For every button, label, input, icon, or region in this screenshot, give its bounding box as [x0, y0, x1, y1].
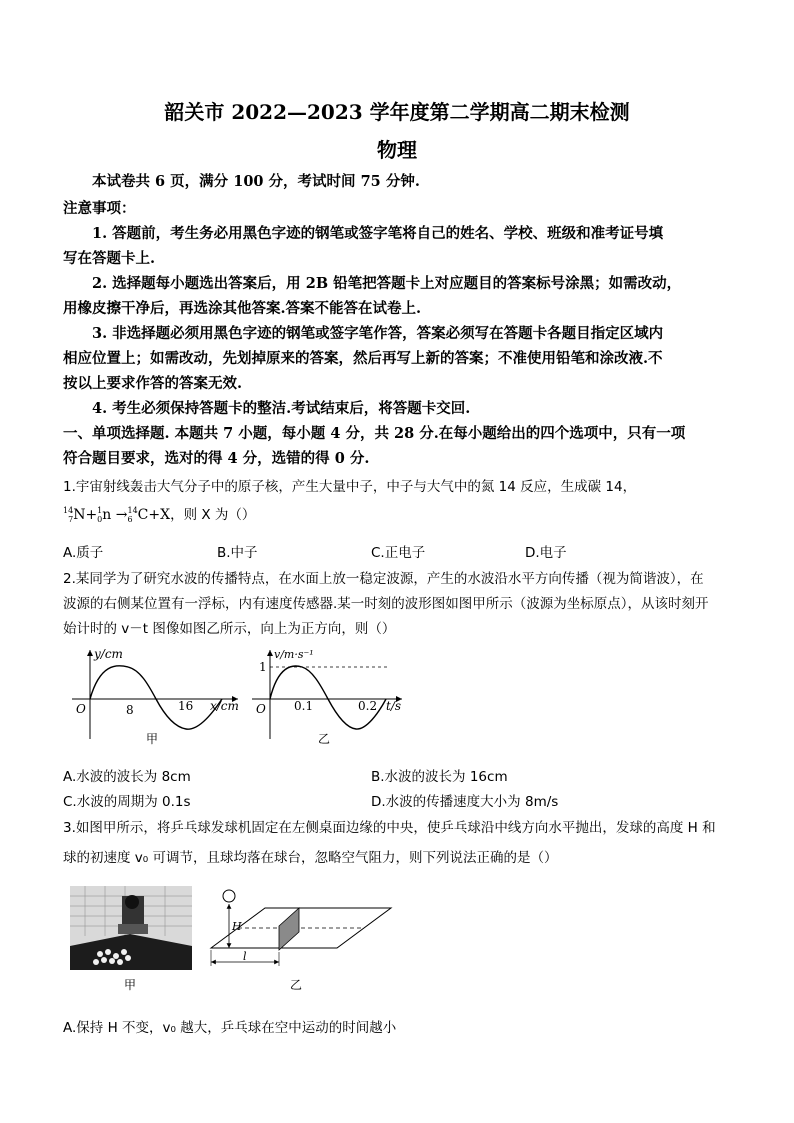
q3-stem-1: 3.如图甲所示，将乒乓球发球机固定在左侧桌面边缘的中央，使乒乓球沿中线方向水平抛出，发球的高度 H 和: [63, 820, 716, 836]
intro-line: 本试卷共 6 页，满分 100 分，考试时间 75 分钟.: [92, 173, 420, 190]
plus-sign: +: [85, 507, 98, 523]
notice-3a: 3. 非选择题必须用黑色字迹的钢笔或签字笔作答，答案必须写在答题卡各题目指定区域内: [92, 325, 664, 342]
q2-option-d: D.水波的传播速度大小为 8m/s: [371, 794, 559, 810]
q2-stem-1: 2.某同学为了研究水波的传播特点，在水面上放一稳定波源，产生的水波沿水平方向传播（视为简谐波），在: [63, 571, 704, 587]
fig-yi-origin: O: [256, 702, 266, 716]
n-z: 7: [68, 515, 74, 524]
fig-yi-tick-02: 0.2: [358, 699, 378, 713]
q3-fig-jia-caption: 甲: [124, 978, 137, 992]
notice-2b: 用橡皮擦干净后，再选涂其他答案.答案不能答在试卷上.: [63, 300, 422, 317]
q3-diagram-yi: [205, 886, 395, 972]
fig-jia-tick-8: 8: [126, 703, 134, 717]
q3-option-a: A.保持 H 不变，v₀ 越大，乒乓球在空中运动的时间越小: [63, 1020, 397, 1036]
c-mass: 14: [127, 506, 138, 515]
q2-option-b: B.水波的波长为 16cm: [371, 769, 508, 785]
q1-eq-tail: ，则 X 为（）: [170, 507, 256, 523]
fig-jia-tick-16: 16: [178, 699, 194, 713]
q1-option-d: D.电子: [525, 545, 567, 561]
net: [279, 908, 299, 950]
notice-3c: 按以上要求作答的答案无效.: [63, 375, 243, 392]
plus-x: +X: [148, 507, 171, 523]
notice-1b: 写在答题卡上.: [63, 250, 156, 267]
fig-yi-xlabel: t/s: [386, 699, 402, 713]
c-z: 6: [127, 515, 133, 524]
q3-photo-jia: [70, 886, 192, 970]
arrow: →: [115, 507, 128, 523]
height-label: H: [232, 920, 242, 933]
q1-equation: [63, 503, 255, 524]
notice-1a: 1. 答题前，考生务必用黑色字迹的钢笔或签字笔将自己的姓名、学校、班级和准考证号填: [92, 225, 664, 242]
section1-line2: 符合题目要求，选对的得 4 分，选错的得 0 分.: [63, 450, 370, 467]
exam-title: 韶关市 2022—2023 学年度第二学期高二期末检测: [164, 100, 630, 124]
n-mass: 14: [63, 506, 74, 515]
q3-stem-2: 球的初速度 v₀ 可调节，且球均落在球台，忽略空气阻力，则下列说法正确的是（）: [63, 850, 558, 866]
c-symbol: C: [137, 507, 149, 523]
fig-yi-tick-01: 0.1: [294, 699, 314, 713]
fig-yi-ytick: 1: [259, 660, 267, 674]
q3-fig-yi-caption: 乙: [290, 978, 303, 992]
q2-stem-2: 波源的右侧某位置有一浮标，内有速度传感器.某一时刻的波形图如图甲所示（波源为坐标原点），从该时刻开: [63, 596, 709, 612]
section1-line1: 一、单项选择题. 本题共 7 小题，每小题 4 分，共 28 分.在每小题给出的四个选项中，只有一项: [63, 425, 686, 442]
q2-stem-3: 始计时的 v－t 图像如图乙所示，向上为正方向，则（）: [63, 621, 396, 637]
fig-jia-origin: O: [76, 702, 86, 716]
n-symbol: N: [73, 507, 86, 523]
wave-curve: [90, 666, 222, 729]
notice-2a: 2. 选择题每小题选出答案后，用 2B 铅笔把答题卡上对应题目的答案标号涂黑；如需改动，: [92, 275, 682, 292]
q1-option-b: B.中子: [217, 545, 258, 561]
fig-jia-xlabel: x/cm: [210, 699, 239, 713]
neutron-mass: 1: [97, 506, 103, 515]
notice-heading: 注意事项：: [63, 200, 136, 217]
q1-stem: 1.宇宙射线轰击大气分子中的原子核，产生大量中子，中子与大气中的氮 14 反应，生成碳 14，: [63, 479, 637, 495]
ball: [223, 890, 235, 902]
q2-figure-yi: [250, 644, 410, 744]
neutron-symbol: n: [102, 507, 112, 523]
notice-3b: 相应位置上；如需改动，先划掉原来的答案，然后再写上新的答案；不准使用铅笔和涂改液.不: [63, 350, 663, 367]
q2-option-c: C.水波的周期为 0.1s: [63, 794, 191, 810]
fig-yi-caption: 乙: [318, 732, 331, 746]
q2-option-a: A.水波的波长为 8cm: [63, 769, 191, 785]
fig-jia-ylabel: y/cm: [94, 647, 123, 661]
notice-4: 4. 考生必须保持答题卡的整洁.考试结束后，将答题卡交回.: [92, 400, 471, 417]
q1-option-c: C.正电子: [371, 545, 426, 561]
velocity-curve: [270, 666, 386, 729]
neutron-z: 0: [97, 515, 103, 524]
exam-subject: 物理: [377, 138, 417, 162]
length-label: l: [243, 950, 247, 963]
q2-figure-jia: [66, 644, 246, 744]
fig-jia-caption: 甲: [146, 732, 159, 746]
q1-option-a: A.质子: [63, 545, 104, 561]
fig-yi-ylabel: v/m·s⁻¹: [274, 648, 314, 661]
